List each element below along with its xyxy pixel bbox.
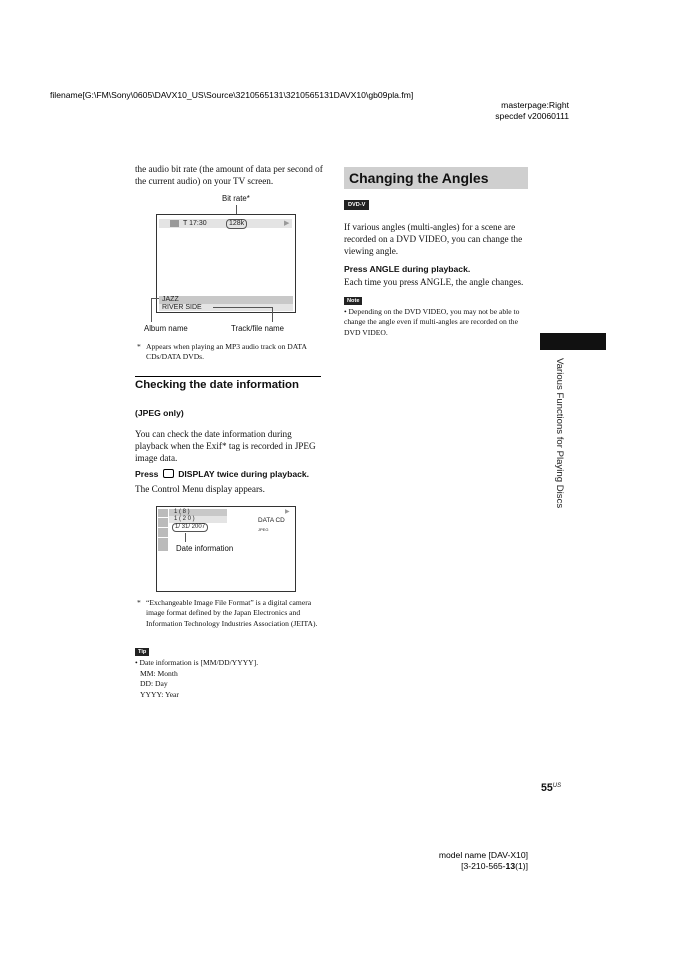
bitrate-screen	[156, 214, 296, 313]
icon-sep-3	[158, 537, 168, 538]
album-name-text: JAZZ	[162, 296, 179, 303]
code-suffix: (1)]	[515, 861, 528, 871]
angle-note: • Depending on the DVD VIDEO, you may not be able to change the angle even if multi-angles are recorded on the DVD VIDEO.	[344, 307, 520, 337]
model-name: model name [DAV-X10]	[438, 850, 528, 860]
tip-line-4: YYYY: Year	[140, 690, 179, 699]
section-tab-marker	[540, 333, 606, 350]
album-callout-vertical	[151, 298, 152, 322]
filename-line: filename[G:\FM\Sony\0605\DAVX10_US\Source\3210565131\3210565131DAVX10\gb09pla.fm]	[50, 90, 414, 100]
side-tab-label: Various Functions for Playing Discs	[554, 358, 565, 509]
instruction-suffix: DISPLAY twice during playback.	[178, 469, 310, 479]
date-callout-line	[185, 533, 186, 542]
disc-icon	[170, 220, 179, 227]
display-button-icon	[163, 469, 174, 478]
angle-instruction: Press ANGLE during playback.	[344, 264, 471, 274]
track-callout-line	[213, 307, 273, 308]
footnote2-star: *	[137, 598, 141, 607]
row1-text: 1 ( 8 )	[174, 509, 190, 515]
section-subtitle: (JPEG only)	[135, 408, 184, 418]
model-code	[461, 860, 528, 872]
section-body: You can check the date information during playback when the Exif* tag is recorded in JPEG image data.	[135, 429, 316, 464]
code-bold: 13	[505, 861, 516, 871]
note-badge: Note	[344, 297, 362, 305]
intro-paragraph: the audio bit rate (the amount of data per second of the current audio) on your TV screen.	[135, 164, 323, 187]
date-callout-label: Date information	[176, 544, 234, 553]
media-sub-text: JPEG	[258, 527, 269, 532]
angles-body: If various angles (multi-angles) for a scene are recorded on a DVD VIDEO, you can change the viewing angle.	[344, 222, 523, 257]
page-number-value: 55	[541, 782, 553, 794]
angles-title-bar	[344, 167, 528, 189]
tip-badge: Tip	[135, 648, 149, 656]
footnote-star: *	[137, 342, 141, 351]
angles-title: Changing the Angles	[349, 170, 489, 186]
section-title: Checking the date information	[135, 379, 299, 391]
media-type-text: DATA CD	[258, 517, 285, 524]
specdef-line: specdef v20060111	[495, 111, 569, 121]
play-icon-2: ▶	[285, 509, 290, 515]
page-number	[541, 782, 561, 794]
track-callout-label: Track/file name	[231, 324, 285, 333]
dvd-v-badge: DVD-V	[344, 200, 369, 210]
track-name-text: RIVER SIDE	[162, 304, 202, 311]
footnote-exif: “Exchangeable Image File Format” is a digital camera image format defined by the Japan Electronics and Information Technology Industries Association (JEITA).	[146, 598, 318, 628]
footnote-mp3: Appears when playing an MP3 audio track on DATA CDs/DATA DVDs.	[146, 342, 307, 362]
album-callout-line	[151, 298, 159, 299]
date-value: 1/ 31/ 2007	[172, 523, 208, 532]
control-menu-icons	[158, 509, 168, 551]
date-screen	[156, 506, 296, 592]
code-prefix: [3-210-565-	[461, 861, 506, 871]
icon-sep-1	[158, 517, 168, 518]
track-callout-vertical	[272, 307, 273, 322]
media-type	[258, 516, 295, 534]
instruction-result: The Control Menu display appears.	[135, 484, 265, 494]
album-callout-label: Album name	[144, 324, 188, 333]
tip-line-2: MM: Month	[140, 669, 178, 678]
instruction-prefix: Press	[135, 469, 159, 479]
bitrate-value: 128k	[226, 219, 247, 229]
display-instruction	[135, 469, 309, 479]
screen-time: T 17:30	[183, 220, 207, 227]
row2-text: 1 ( 2 0 )	[174, 516, 195, 522]
angle-result: Each time you press ANGLE, the angle changes.	[344, 277, 524, 287]
bitrate-callout-label: Bit rate*	[222, 194, 250, 203]
section-rule	[135, 376, 321, 377]
play-icon: ▶	[284, 220, 290, 227]
tip-line-3: DD: Day	[140, 679, 168, 688]
page-number-suffix: US	[552, 783, 562, 789]
masterpage-line: masterpage:Right	[501, 100, 569, 110]
icon-sep-2	[158, 527, 168, 528]
tip-line-1: • Date information is [MM/DD/YYYY].	[135, 658, 259, 667]
